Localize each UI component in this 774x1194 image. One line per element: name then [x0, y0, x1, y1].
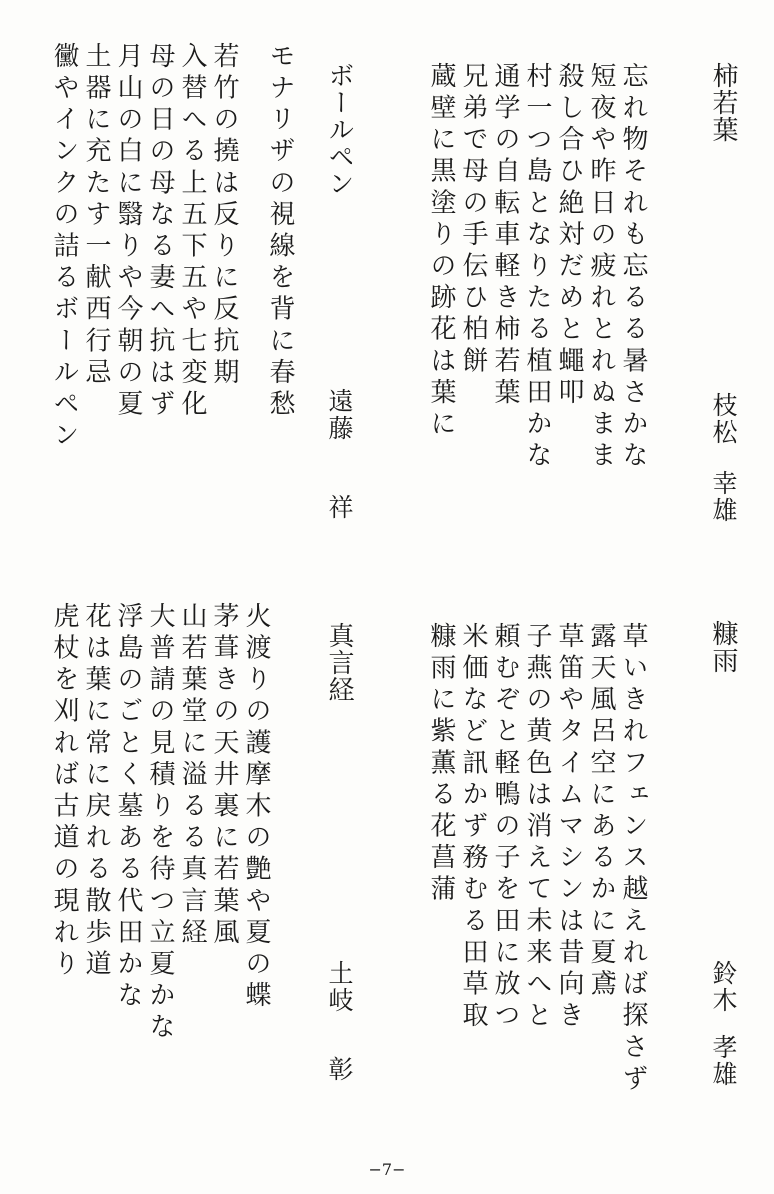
- poem-line: 月山の白に翳りや今朝の夏: [113, 42, 143, 422]
- poem-line: 茅葺きの天井裏に若葉風: [209, 602, 239, 950]
- author-name-given: [708, 1034, 738, 1088]
- author-family: 遠藤: [325, 388, 354, 442]
- poem-line: 忘れ物それも忘るる暑さかな: [618, 62, 648, 473]
- title-text: 糠雨: [708, 620, 738, 674]
- author-family: 鈴木: [709, 960, 738, 1014]
- section-title: [324, 622, 354, 703]
- poem-line: 黴やインクの詰るボールペン: [49, 42, 79, 453]
- page-number: −7−: [368, 1160, 406, 1179]
- section-title: [708, 62, 738, 143]
- poem-line: 米価など訊かず務むる田草取: [458, 622, 488, 1033]
- poem-line: 糠雨に紫薫る花菖蒲: [426, 622, 456, 907]
- poem-line: 草いきれフェンス越えれば探さず: [618, 622, 648, 1096]
- haiku-block-nukaame: [425, 622, 649, 1096]
- poem-line: 通学の自転車軽き柿若葉: [490, 62, 520, 410]
- title-text: 真言経: [324, 622, 354, 703]
- section-title: [708, 620, 738, 674]
- poem-line: 土器に充たす一献西行忌: [81, 42, 111, 390]
- poem-line: 母の日の母なる妻へ抗はず: [145, 42, 175, 422]
- title-text: ボールペン: [324, 62, 354, 197]
- poem-line: 子燕の黄色は消えて未来へと: [522, 622, 552, 1033]
- poem-line: 入替へる上五下五や七変化: [177, 42, 207, 422]
- poem-line: 蔵壁に黒塗りの跡花は葉に: [426, 62, 456, 442]
- haiku-block-shingonkyo: [48, 602, 272, 1045]
- author-given: 幸雄: [709, 470, 738, 524]
- author-name: [708, 392, 738, 446]
- haiku-first-line: [264, 42, 296, 482]
- haiku-block-kakiwakaba: [425, 62, 649, 482]
- author-name-given: [324, 494, 354, 521]
- poem-line: 山若葉堂に溢るる真言経: [177, 602, 207, 950]
- author-name-given: [708, 470, 738, 524]
- poem-line: 兄弟で母の手伝ひ柏餅: [458, 62, 488, 378]
- author-given: 彰: [325, 1056, 354, 1083]
- poem-line: 短夜や昨日の疲れとれぬまま: [586, 62, 616, 473]
- poem-line: 浮島のごとく墓ある代田かな: [113, 602, 143, 1013]
- author-name: [324, 960, 354, 1014]
- poem-line: 頼むぞと軽鴨の子を田に放つ: [490, 622, 520, 1033]
- poem-line: 若竹の撓は反りに反抗期: [209, 42, 239, 390]
- poem-line: 露天風呂空にあるかに夏鳶: [586, 622, 616, 1002]
- title-text: 柿若葉: [708, 62, 738, 143]
- poem-line: モナリザの視線を背に春愁: [265, 42, 295, 422]
- author-name-given: [324, 1056, 354, 1083]
- poem-line: 草笛やタイムマシンは昔向き: [554, 622, 584, 1033]
- poem-line: 大普請の見積りを待つ立夏かな: [145, 602, 175, 1045]
- author-family: 土岐: [325, 960, 354, 1014]
- author-given: 孝雄: [709, 1034, 738, 1088]
- author-name: [324, 388, 354, 442]
- section-title: [324, 62, 354, 197]
- author-name: [708, 960, 738, 1014]
- poem-line: 花は葉に常に戻れる散歩道: [81, 602, 111, 982]
- author-given: 祥: [325, 494, 354, 521]
- poem-line: 村一つ島となりたる植田かな: [522, 62, 552, 473]
- poem-line: 火渡りの護摩木の艶や夏の蝶: [241, 602, 271, 1013]
- poem-line: 虎杖を刈れば古道の現れり: [49, 602, 79, 982]
- poem-line: 殺し合ひ絶対だめと蠅叩: [554, 62, 584, 410]
- haiku-block-ballpen: [48, 42, 240, 482]
- author-family: 枝松: [709, 392, 738, 446]
